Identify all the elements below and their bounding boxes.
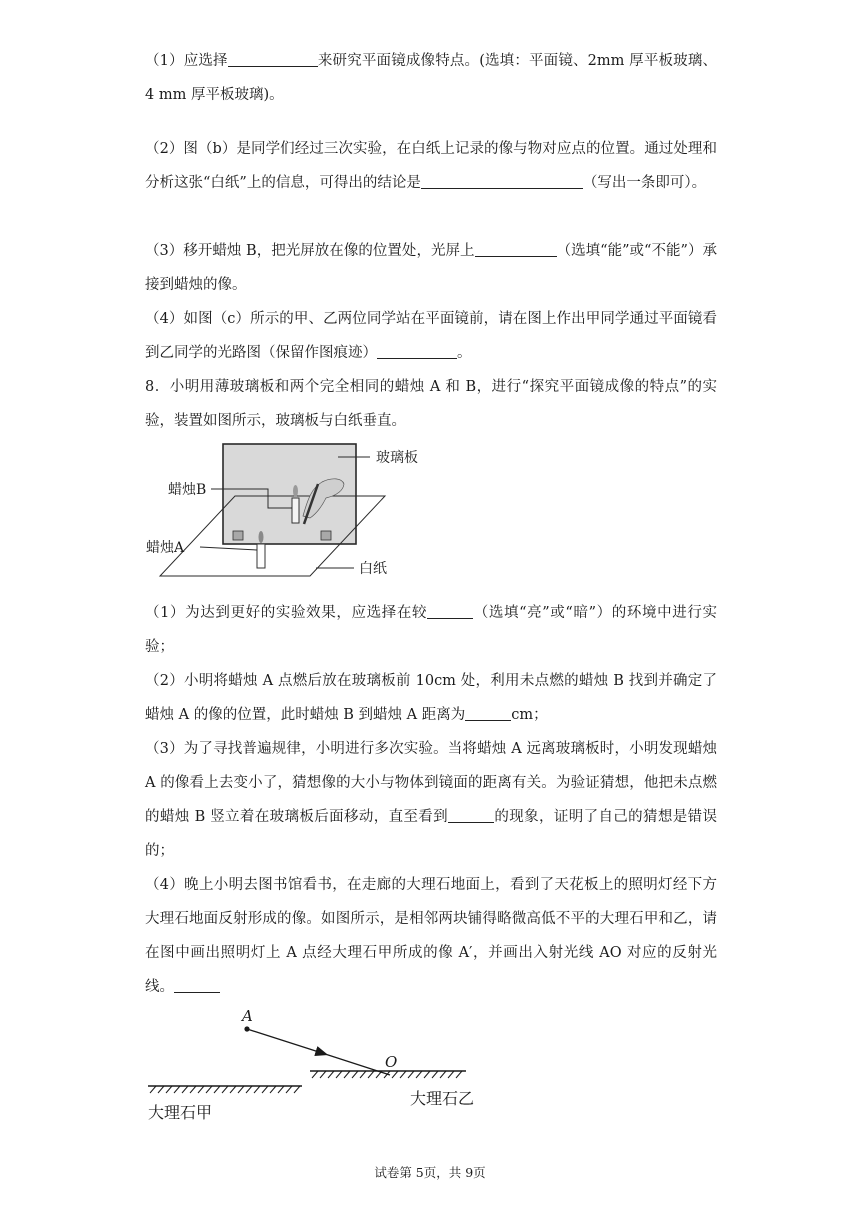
point-o-label: O: [385, 1053, 398, 1071]
answer-blank[interactable]: [377, 338, 457, 359]
answer-blank[interactable]: [475, 236, 557, 257]
answer-blank[interactable]: [228, 46, 318, 67]
point-a-dot: [244, 1026, 249, 1031]
experiment-figure: [140, 436, 440, 586]
reflection-figure: [140, 1005, 500, 1130]
marble-jia-label: 大理石甲: [148, 1103, 213, 1122]
answer-blank[interactable]: [448, 802, 494, 823]
answer-blank[interactable]: [465, 700, 511, 721]
marble-yi-label: 大理石乙: [410, 1089, 475, 1108]
answer-blank[interactable]: [427, 598, 473, 619]
candle-a-flame: [259, 531, 264, 543]
page-footer: 试卷第 5页，共 9页: [374, 1165, 486, 1180]
answer-blank[interactable]: [421, 168, 583, 189]
clip: [233, 531, 243, 540]
paper-label: 白纸: [359, 561, 387, 577]
candle-a: [257, 544, 265, 568]
q8-part4: （4）晚上小明去图书馆看书，在走廊的大理石地面上，看到了天花板上的照明灯经下方大理石地面反射形成的像。如图所示，是相邻两块铺得略微高低不平的大理石甲和乙，请在图中画出照明灯上 A 点经大理石甲所成的像 A′，并画出入射光线 AO 对应的反射光线。: [145, 877, 717, 995]
point-a-label: A: [242, 1007, 253, 1025]
answer-blank[interactable]: [174, 972, 220, 993]
marble-jia-hatch: [150, 1086, 300, 1093]
glass-plate-label: 玻璃板: [376, 450, 418, 466]
q7-part2: （2）图（b）是同学们经过三次实验，在白纸上记录的像与物对应点的位置。通过处理和分析这张“白纸”上的信息，可得出的结论是 （写出一条即可）。: [145, 141, 717, 191]
q7-part4: （4）如图（c）所示的甲、乙两位同学站在平面镜前，请在图上作出甲同学通过平面镜看到乙同学的光路图（保留作图痕迹） 。: [145, 311, 717, 361]
q8-part3: （3）为了寻找普遍规律，小明进行多次实验。当将蜡烛 A 远离玻璃板时，小明发现蜡烛 A 的像看上去变小了，猜想像的大小与物体到镜面的距离有关。为验证猜想，他把未点燃的蜡烛 B 竖立着在玻璃板后面移动，直至看到 的现象，证明了自己的猜想是错误的；: [145, 741, 717, 859]
candle-b: [292, 498, 299, 523]
q7-part3: （3）移开蜡烛 B，把光屏放在像的位置处，光屏上 （选填“能”或“不能”）承接到蜡烛的像。: [145, 234, 717, 302]
candle-a-label: 蜡烛A: [146, 540, 185, 556]
incident-ray-arrow: [247, 1029, 322, 1053]
q7-part1: （1）应选择 来研究平面镜成像特点。(选填：平面镜、2mm 厚平板玻璃、4 mm 厚平板玻璃)。: [145, 44, 717, 112]
candle-b-flame: [293, 485, 298, 497]
q8-intro: 8．小明用薄玻璃板和两个完全相同的蜡烛 A 和 B，进行“探究平面镜成像的特点”的实验，装置如图所示，玻璃板与白纸垂直。: [145, 379, 717, 429]
q8-part1: （1）为达到更好的实验效果，应选择在较 （选填“亮”或“暗”）的环境中进行实验；: [145, 596, 717, 664]
q8-part2: （2）小明将蜡烛 A 点燃后放在玻璃板前 10cm 处，利用未点燃的蜡烛 B 找到并确定了蜡烛 A 的像的位置，此时蜡烛 B 到蜡烛 A 距离为 cm；: [145, 673, 717, 723]
clip: [321, 531, 331, 540]
candle-b-label: 蜡烛B: [168, 482, 207, 498]
